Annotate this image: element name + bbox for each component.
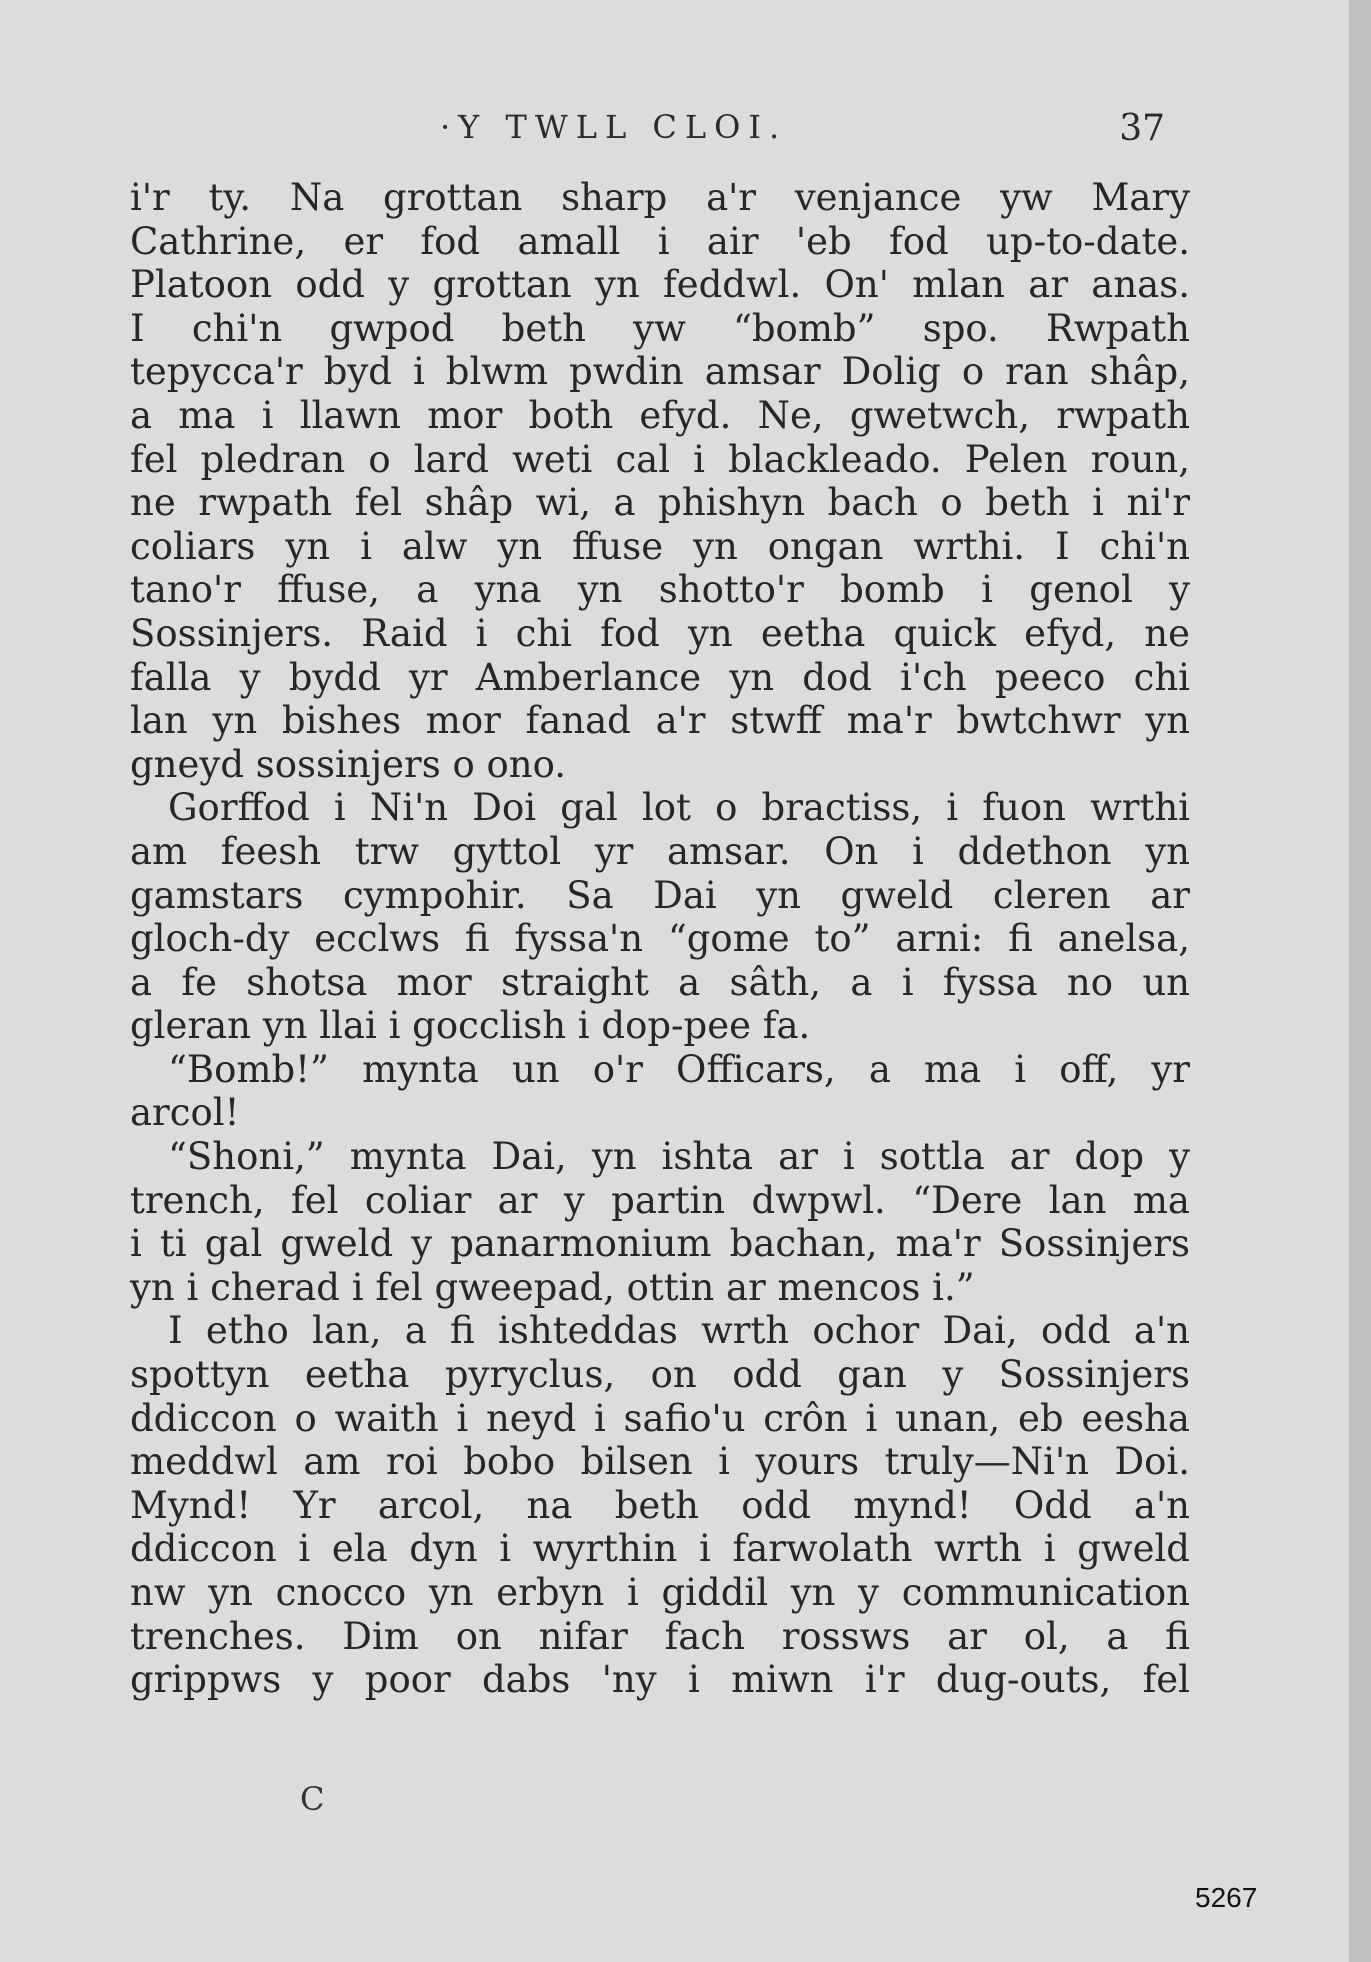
text-line: a fe shotsa mor straight a sâth, a i fyssa no un xyxy=(130,960,1190,1004)
text-line: “Shoni,” mynta Dai, yn ishta ar i sottla ar dop y xyxy=(168,1135,1190,1179)
body-text xyxy=(130,176,1190,1702)
text-line: gneyd sossinjers o ono. xyxy=(130,742,566,786)
text-line: tano'r ffuse, a yna yn shotto'r bomb i genol y xyxy=(130,568,1190,612)
text-line: gloch-dy ecclws fi fyssa'n “gome to” arni: fi anelsa, xyxy=(130,917,1190,961)
text-line: fel pledran o lard weti cal i blackleado. Pelen roun, xyxy=(130,437,1190,481)
text-line: Mynd! Yr arcol, na beth odd mynd! Odd a'n xyxy=(130,1483,1190,1527)
text-line: I etho lan, a fi ishteddas wrth ochor Dai, odd a'n xyxy=(168,1309,1190,1353)
text-line: falla y bydd yr Amberlance yn dod i'ch peeco chi xyxy=(130,655,1190,699)
text-line: nw yn cnocco yn erbyn i giddil yn y communication xyxy=(130,1571,1190,1614)
text-line: ddiccon i ela dyn i wyrthin i farwolath wrth i gweld xyxy=(130,1527,1190,1571)
text-line: i'r ty. Na grottan sharp a'r venjance yw Mary xyxy=(130,176,1190,219)
text-line: gamstars cympohir. Sa Dai yn gweld cleren ar xyxy=(130,873,1190,917)
text-line: am feesh trw gyttol yr amsar. On i ddethon yn xyxy=(130,829,1190,873)
text-line: ddiccon o waith i neyd i safio'u crôn i unan, eb eesha xyxy=(130,1396,1190,1440)
text-line: trenches. Dim on nifar fach rossws ar ol, a fi xyxy=(130,1614,1190,1658)
text-line: arcol! xyxy=(130,1091,240,1135)
text-line: Sossinjers. Raid i chi fod yn eetha quick efyd, ne xyxy=(130,611,1190,655)
text-line: Gorffod i Ni'n Doi gal lot o bractiss, i fuon wrthi xyxy=(168,786,1190,830)
page-number: 37 xyxy=(1119,108,1165,149)
text-line: coliars yn i alw yn ffuse yn ongan wrthi. I chi'n xyxy=(130,524,1190,568)
text-line: spottyn eetha pyryclus, on odd gan y Sossinjers xyxy=(130,1353,1190,1397)
text-line: Platoon odd y grottan yn feddwl. On' mlan ar anas. xyxy=(130,263,1190,307)
running-head xyxy=(130,108,1165,156)
text-line: i ti gal gweld y panarmonium bachan, ma'r Sossinjers xyxy=(130,1222,1190,1266)
page-edge xyxy=(1349,0,1371,1962)
stamp-number: 5267 xyxy=(1195,1882,1258,1913)
text-line: a ma i llawn mor both efyd. Ne, gwetwch, rwpath xyxy=(130,393,1190,437)
text-line: lan yn bishes mor fanad a'r stwff ma'r bwtchwr yn xyxy=(130,699,1190,743)
text-line: trench, fel coliar ar y partin dwpwl. “Dere lan ma xyxy=(130,1178,1190,1222)
text-line: tepycca'r byd i blwm pwdin amsar Dolig o ran shâp, xyxy=(130,350,1190,394)
text-line: meddwl am roi bobo bilsen i yours truly—Ni'n Doi. xyxy=(130,1440,1190,1484)
text-line: “Bomb!” mynta un o'r Officars, a ma i off, yr xyxy=(168,1047,1190,1091)
running-head-title: ·Y TWLL CLOI. xyxy=(440,108,788,146)
text-line: yn i cherad i fel gweepad, ottin ar mencos i.” xyxy=(130,1265,975,1309)
text-line: ne rwpath fel shâp wi, a phishyn bach o beth i ni'r xyxy=(130,481,1190,525)
text-line: gleran yn llai i gocclish i dop-pee fa. xyxy=(130,1004,811,1048)
text-line: grippws y poor dabs 'ny i miwn i'r dug-outs, fel xyxy=(130,1658,1190,1702)
signature-mark: C xyxy=(300,1780,325,1818)
text-line: I chi'n gwpod beth yw “bomb” spo. Rwpath xyxy=(130,306,1190,350)
text-line: Cathrine, er fod amall i air 'eb fod up-to-date. xyxy=(130,219,1190,263)
